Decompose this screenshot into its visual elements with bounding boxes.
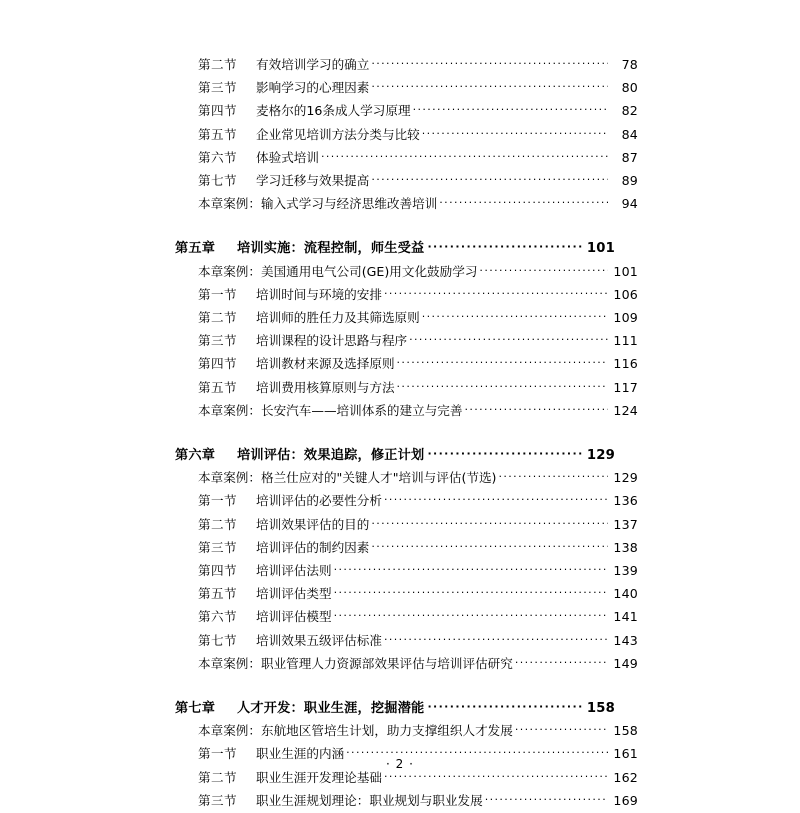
toc-entry-section[interactable] [198, 377, 638, 400]
toc-entry-title: 本章案例：职业管理人力资源部效果评估与培训评估研究 [198, 655, 513, 671]
toc-entry-title: 企业常见培训方法分类与比较 [256, 126, 420, 142]
toc-dot-leader [384, 283, 608, 305]
toc-entry-number: 第二节 [198, 769, 237, 785]
toc-entry-section[interactable] [198, 307, 638, 330]
toc-entry-page-number: 78 [621, 57, 638, 72]
toc-entry-page-number: 143 [613, 632, 638, 648]
toc-entry-number: 第六节 [198, 609, 237, 625]
toc-entry-title: 本章案例：美国通用电气公司(GE)用文化鼓励学习 [198, 263, 478, 279]
toc-dot-leader [371, 169, 608, 191]
toc-entry-title: 培训评估：效果追踪，修正计划 [237, 448, 425, 464]
toc-dot-leader [498, 466, 608, 488]
toc-entry-page-number: 140 [613, 586, 638, 602]
toc-entry-page-number: 139 [613, 563, 638, 579]
toc-entry-section[interactable] [198, 353, 638, 376]
toc-entry-section[interactable] [198, 583, 638, 606]
toc-entry-section[interactable] [198, 606, 638, 629]
toc-entry-case[interactable] [198, 653, 638, 676]
toc-entry-title: 培训评估模型 [256, 609, 332, 625]
toc-entry-number: 第六节 [198, 149, 237, 165]
toc-entry-title: 本章案例：长安汽车——培训体系的建立与完善 [198, 402, 463, 418]
toc-entry-page-number: 116 [613, 356, 638, 372]
toc-entry-title: 培训课程的设计思路与程序 [256, 333, 408, 349]
toc-entry-title: 培训评估法则 [256, 563, 332, 579]
toc-entry-number: 第二节 [198, 516, 237, 532]
toc-entry-section[interactable] [198, 514, 638, 537]
toc-entry-page-number: 84 [621, 126, 638, 142]
toc-entry-page-number: 161 [613, 746, 638, 762]
table-of-contents [175, 54, 638, 813]
toc-entry-number: 第六章 [175, 448, 216, 464]
toc-entry-page-number: 162 [613, 769, 638, 785]
toc-dot-leader [371, 76, 608, 98]
toc-dot-leader [334, 559, 608, 581]
toc-entry-number: 第七节 [198, 632, 237, 648]
toc-entry-title: 影响学习的心理因素 [256, 80, 370, 96]
toc-entry-title: 本章案例：东航地区管培生计划，助力支撑组织人才发展 [198, 723, 513, 739]
toc-entry-number: 第五节 [198, 379, 237, 395]
toc-entry-page-number: 94 [621, 196, 638, 212]
toc-entry-title: 职业生涯的内涵 [256, 746, 345, 762]
toc-entry-title: 培训评估类型 [256, 586, 332, 602]
toc-entry-case[interactable] [198, 467, 638, 490]
toc-dot-leader [439, 192, 608, 214]
toc-entry-title: 培训效果评估的目的 [256, 516, 370, 532]
toc-entry-page-number: 82 [621, 103, 638, 119]
toc-entry-section[interactable] [198, 100, 638, 123]
toc-entry-title: 培训教材来源及选择原则 [256, 356, 395, 372]
toc-entry-section[interactable] [198, 54, 638, 77]
toc-dot-leader [334, 582, 608, 604]
toc-entry-page-number: 129 [613, 470, 638, 486]
toc-entry-chapter[interactable] [175, 238, 615, 260]
toc-entry-number: 第三节 [198, 333, 237, 349]
toc-dot-leader [371, 536, 608, 558]
toc-entry-section[interactable] [198, 490, 638, 513]
toc-dot-leader [334, 605, 608, 627]
toc-entry-page-number: 137 [613, 516, 638, 532]
toc-entry-title: 本章案例：输入式学习与经济思维改善培训 [198, 196, 438, 212]
toc-dot-leader [427, 696, 583, 718]
toc-entry-page-number: 124 [613, 402, 638, 418]
toc-entry-page-number: 111 [613, 333, 638, 349]
toc-entry-page-number: 138 [613, 539, 638, 555]
toc-dot-leader [321, 146, 608, 168]
toc-entry-number: 第七节 [198, 173, 237, 189]
toc-entry-title: 人才开发：职业生涯，挖掘潜能 [237, 701, 425, 717]
toc-entry-number: 第四节 [198, 563, 237, 579]
toc-entry-section[interactable] [198, 560, 638, 583]
toc-entry-number: 第二节 [198, 310, 237, 326]
toc-entry-section[interactable] [198, 147, 638, 170]
toc-entry-number: 第三节 [198, 80, 237, 96]
toc-entry-case[interactable] [198, 261, 638, 284]
toc-entry-section[interactable] [198, 537, 638, 560]
toc-entry-title: 培训评估的必要性分析 [256, 493, 382, 509]
toc-entry-title: 培训时间与环境的安排 [256, 286, 382, 302]
toc-dot-leader [397, 376, 608, 398]
toc-entry-number: 第五章 [175, 241, 216, 257]
toc-entry-page-number: 80 [621, 80, 638, 96]
toc-entry-page-number: 141 [613, 609, 638, 625]
toc-dot-leader [371, 53, 608, 75]
toc-dot-leader [413, 99, 608, 121]
toc-entry-section[interactable] [198, 170, 638, 193]
toc-entry-title: 培训评估的制约因素 [256, 539, 370, 555]
toc-entry-title: 体验式培训 [256, 149, 319, 165]
toc-entry-page-number: 89 [621, 173, 638, 189]
toc-dot-leader [397, 352, 608, 374]
toc-entry-number: 第五节 [198, 126, 237, 142]
toc-entry-chapter[interactable] [175, 698, 615, 720]
toc-entry-page-number: 136 [613, 493, 638, 509]
toc-entry-number: 第二节 [198, 57, 237, 72]
toc-entry-number: 第一节 [198, 493, 237, 509]
page-folio: · 2 · [386, 757, 414, 771]
toc-entry-title: 培训效果五级评估标准 [256, 632, 382, 648]
toc-entry-page-number: 87 [621, 149, 638, 165]
toc-entry-number: 第四节 [198, 356, 237, 372]
toc-entry-page-number: 109 [613, 310, 638, 326]
toc-entry-case[interactable] [198, 400, 638, 423]
toc-entry-title: 培训费用核算原则与方法 [256, 379, 395, 395]
toc-entry-title: 有效培训学习的确立 [256, 57, 370, 72]
toc-entry-number: 第四节 [198, 103, 237, 119]
toc-entry-title: 培训实施：流程控制，师生受益 [237, 241, 425, 257]
toc-entry-section[interactable] [198, 330, 638, 353]
toc-entry-page-number: 117 [613, 379, 638, 395]
toc-entry-page-number: 149 [613, 655, 638, 671]
toc-entry-page-number: 158 [586, 701, 615, 717]
toc-entry-title: 本章案例：格兰仕应对的"关键人才"培训与评估(节选) [198, 470, 497, 486]
toc-entry-title: 职业生涯开发理论基础 [256, 769, 382, 785]
toc-entry-section[interactable] [198, 124, 638, 147]
toc-dot-leader [427, 236, 583, 258]
toc-block-gap [175, 676, 615, 698]
toc-entry-number: 第一节 [198, 286, 237, 302]
toc-dot-leader [371, 513, 608, 535]
toc-dot-leader [479, 260, 608, 282]
toc-entry-case[interactable] [198, 193, 638, 216]
toc-entry-number: 第七章 [175, 701, 216, 717]
toc-entry-title: 麦格尔的16条成人学习原理 [256, 103, 411, 119]
toc-dot-leader [409, 329, 608, 351]
toc-entry-page-number: 101 [613, 263, 638, 279]
toc-block-gap [175, 423, 615, 445]
toc-entry-number: 第五节 [198, 586, 237, 602]
toc-entry-page-number: 158 [613, 723, 638, 739]
toc-entry-section[interactable] [198, 77, 638, 100]
toc-dot-leader [422, 123, 608, 145]
toc-dot-leader [384, 489, 608, 511]
toc-entry-number: 第三节 [198, 539, 237, 555]
toc-entry-page-number: 129 [586, 448, 615, 464]
toc-block-gap [175, 216, 615, 238]
toc-entry-title: 学习迁移与效果提高 [256, 173, 370, 189]
toc-entry-section[interactable] [198, 630, 638, 653]
toc-entry-number: 第一节 [198, 746, 237, 762]
toc-entry-page-number: 101 [586, 241, 615, 257]
toc-dot-leader [384, 629, 608, 651]
toc-dot-leader [422, 306, 608, 328]
toc-entry-number: 第三节 [198, 792, 237, 808]
toc-entry-case[interactable] [198, 720, 638, 743]
toc-entry-section[interactable] [198, 790, 638, 813]
toc-dot-leader [515, 719, 608, 741]
toc-entry-title: 职业生涯规划理论：职业规划与职业发展 [256, 792, 483, 808]
toc-entry-page-number: 169 [613, 792, 638, 808]
toc-entry-title: 培训师的胜任力及其筛选原则 [256, 310, 420, 326]
toc-dot-leader [427, 443, 583, 465]
toc-entry-section[interactable] [198, 284, 638, 307]
toc-entry-chapter[interactable] [175, 445, 615, 467]
toc-dot-leader [515, 652, 608, 674]
toc-entry-page-number: 106 [613, 286, 638, 302]
toc-dot-leader [464, 399, 608, 421]
